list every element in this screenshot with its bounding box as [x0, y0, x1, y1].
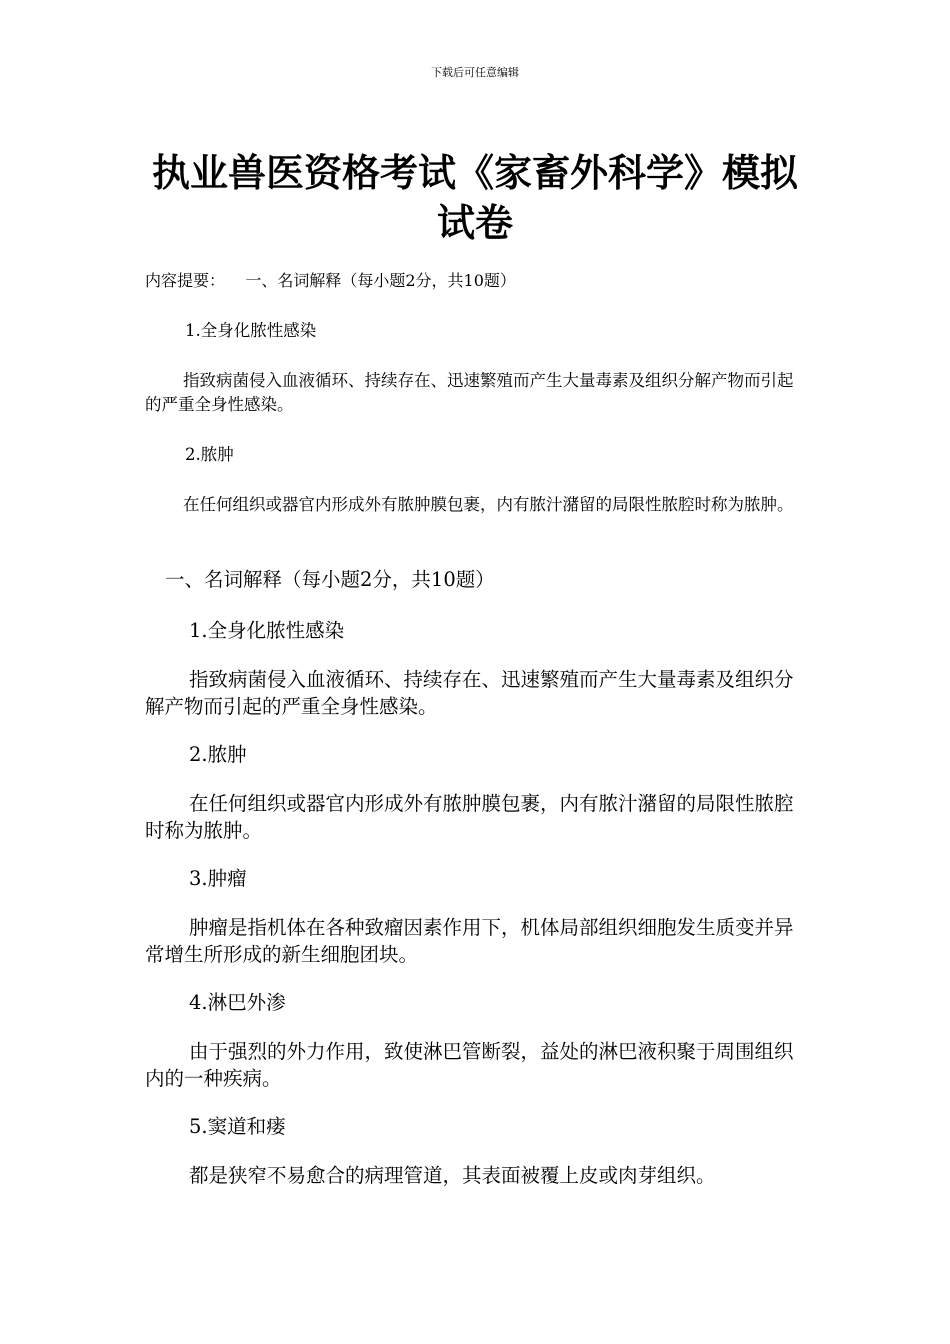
- intro-term-2: 2.脓肿: [185, 445, 234, 464]
- section-term-5: 5.窦道和瘘: [189, 1115, 286, 1138]
- section-term-2: 2.脓肿: [189, 743, 247, 766]
- intro-definition-2: 在任何组织或器官内形成外有脓肿膜包裹，内有脓汁潴留的局限性脓腔时称为脓肿。: [183, 495, 794, 514]
- page-title: 执业兽医资格考试《家畜外科学》模拟试卷: [151, 150, 798, 245]
- section-term-1: 1.全身化脓性感染: [189, 619, 345, 642]
- section-definition-4: 由于强烈的外力作用，致使淋巴管断裂，益处的淋巴液积聚于周围组织内的一种疾病。: [145, 1040, 794, 1090]
- section-definition-2: 在任何组织或器官内形成外有脓肿膜包裹，内有脓汁潴留的局限性脓腔时称为脓肿。: [145, 792, 794, 842]
- section-definition-1: 指致病菌侵入血液循环、持续存在、迅速繁殖而产生大量毒素及组织分解产物而引起的严重全身性感染。: [145, 668, 794, 718]
- summary-line: [145, 270, 516, 292]
- summary-label: 内容提要：: [145, 271, 226, 290]
- intro-definition-1: 指致病菌侵入血液循环、持续存在、迅速繁殖而产生大量毒素及组织分解产物而引起的严重全身性感染。: [145, 371, 794, 414]
- section-term-4: 4.淋巴外渗: [189, 991, 286, 1014]
- section-heading: 一、名词解释（每小题2分，共10题）: [165, 568, 495, 591]
- summary-text: 一、名词解释（每小题2分，共10题）: [245, 271, 516, 290]
- section-definition-3: 肿瘤是指机体在各种致瘤因素作用下，机体局部组织细胞发生质变并异常增生所形成的新生细胞团块。: [145, 916, 794, 966]
- header-note: 下载后可任意编辑: [431, 66, 519, 79]
- intro-term-1: 1.全身化脓性感染: [185, 321, 317, 340]
- section-definition-5: 都是狭窄不易愈合的病理管道，其表面被覆上皮或肉芽组织。: [189, 1164, 716, 1187]
- section-term-3: 3.肿瘤: [189, 867, 247, 890]
